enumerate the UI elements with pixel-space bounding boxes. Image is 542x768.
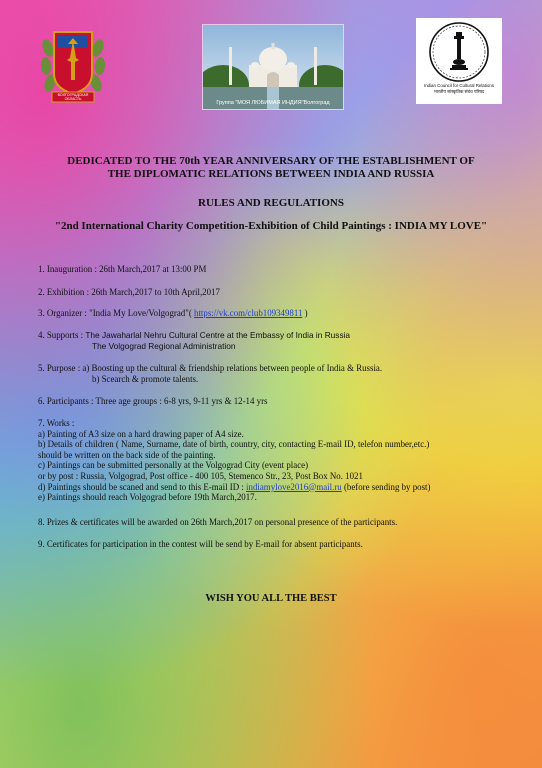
rules-heading: RULES AND REGULATIONS	[198, 197, 344, 209]
works-e: e) Paintings should reach Volgograd before 19th March,2017.	[38, 492, 257, 503]
item-prizes: 8. Prizes & certificates will be awarded on 26th March,2017 on personal presence of the participants.	[38, 517, 398, 527]
dedication-heading	[0, 155, 542, 181]
works-b-line-2: should be written on the back side of the painting.	[38, 449, 216, 460]
item-participants: 6. Participants : Three age groups : 6-8 yrs, 9-11 yrs & 12-14 yrs	[38, 396, 268, 406]
iccr-logo-text-en: Indian Council for Cultural Relations	[423, 83, 495, 88]
supports-prefix: 4. Supports :	[38, 330, 86, 340]
works-b-line-1: b) Details of children ( Name, Surname, date of birth, country, city, contacting E-mail ID, telefon number,etc.)	[38, 439, 430, 450]
works-d-email-link[interactable]: indiamylove2016@mail.ru	[246, 481, 342, 492]
iccr-logo-text-hi: भारतीय सांस्कृतिक संबंध परिषद	[433, 89, 485, 94]
purpose-line-1: 5. Purpose : a) Boosting up the cultural & friendship relations between people of India & Russia.	[38, 363, 383, 373]
works-d-prefix: d) Paintings should be scaned and send to this E-mail ID :	[38, 481, 247, 492]
supports-line-1: The Jawaharlal Nehru Cultural Centre at the Embassy of India in Russia	[85, 330, 351, 340]
item-certificates: 9. Certificates for participation in the contest will be send by E-mail for absent participants.	[38, 539, 363, 549]
works-d-suffix: (before sending by post)	[341, 481, 431, 492]
closing-wish: WISH YOU ALL THE BEST	[205, 593, 337, 604]
dedication-line-2: THE DIPLOMATIC RELATIONS BETWEEN INDIA AND RUSSIA	[107, 168, 435, 180]
works-c-line-1: c) Paintings can be submitted personally at the Volgograd City (event place)	[38, 460, 309, 471]
item-supports	[38, 330, 350, 351]
purpose-line-2: b) Scearch & promote talents.	[92, 373, 199, 384]
dedication-line-1: DEDICATED TO THE 70th YEAR ANNIVERSARY OF THE ESTABLISHMENT OF	[67, 155, 475, 167]
item-exhibition: 2. Exhibition : 26th March,2017 to 10th April,2017	[38, 287, 220, 297]
item-purpose	[38, 363, 382, 384]
organizer-prefix: 3. Organizer : "India My Love/Volgograd"(	[38, 308, 195, 318]
supports-line-2: The Volgograd Regional Administration	[92, 340, 236, 351]
item-inauguration: 1. Inauguration : 26th March,2017 at 13:00 PM	[38, 264, 207, 274]
emblem-ribbon-text: ВОЛГОГРАДСКАЯ ОБЛАСТЬ	[57, 93, 89, 101]
item-works	[38, 418, 430, 503]
organizer-link[interactable]: https://vk.com/club109349811	[194, 308, 303, 318]
competition-title: "2nd International Charity Competition-Exhibition of Child Paintings : INDIA MY LOVE"	[54, 220, 488, 232]
iccr-logo	[416, 18, 502, 104]
organizer-suffix: )	[302, 308, 308, 318]
works-c-line-2: or by post : Russia, Volgograd, Post office - 400 105, Stemenco Str., 23, Post Box No. 1021	[38, 470, 363, 481]
volgograd-emblem-logo	[38, 18, 108, 106]
photo-caption: Группа "МОЯ ЛЮБИМАЯ ИНДИЯ"Волгоград	[216, 100, 330, 106]
works-title: 7. Works :	[38, 418, 75, 428]
works-d	[38, 482, 430, 493]
works-a: a) Painting of A3 size on a hard drawing paper of A4 size.	[38, 428, 244, 439]
taj-mahal-photo	[202, 24, 344, 110]
item-organizer	[38, 308, 308, 319]
